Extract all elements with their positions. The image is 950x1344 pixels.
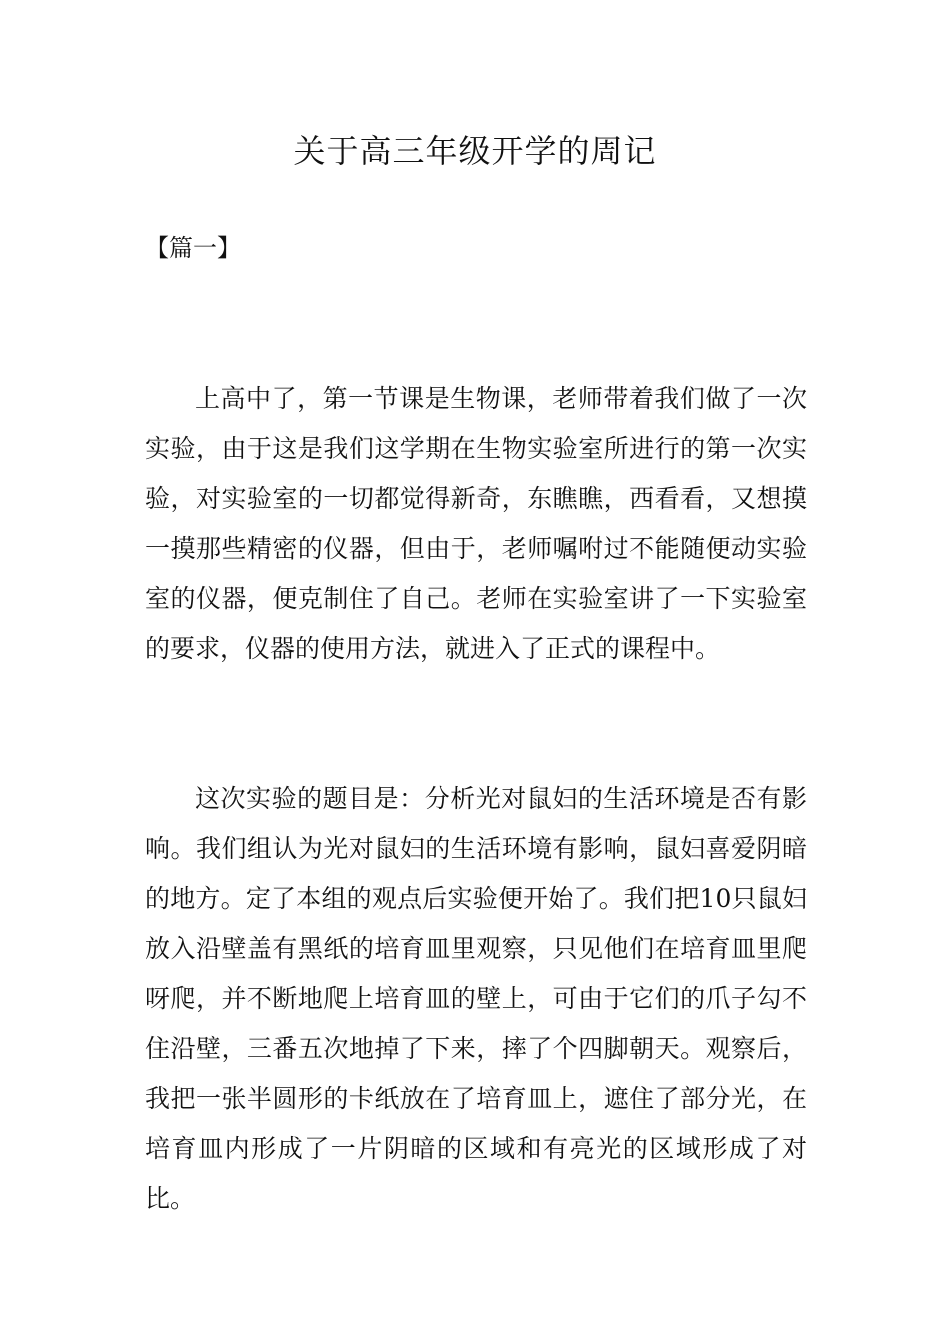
section-label: 【篇一】	[145, 234, 241, 262]
paragraph-1: 上高中了，第一节课是生物课，老师带着我们做了一次实验，由于这是我们这学期在生物实验室所进行的第一次实验，对实验室的一切都觉得新奇，东瞧瞧，西看看，又想摸一摸那些精密的仪器，但由于，老师嘱咐过不能随便动实验室的仪器，便克制住了自己。老师在实验室讲了一下实验室的要求，仪器的使用方法，就进入了正式的课程中。	[145, 384, 807, 663]
paragraph-2: 这次实验的题目是：分析光对鼠妇的生活环境是否有影响。我们组认为光对鼠妇的生活环境有影响，鼠妇喜爱阴暗的地方。定了本组的观点后实验便开始了。我们把10只鼠妇放入沿壁盖有黑纸的培育皿里观察，只见他们在培育皿里爬呀爬，并不断地爬上培育皿的壁上，可由于它们的爪子勾不住沿壁，三番五次地掉了下来，摔了个四脚朝天。观察后，我把一张半圆形的卡纸放在了培育皿上，遮住了部分光，在培育皿内形成了一片阴暗的区域和有亮光的区域形成了对比。	[145, 784, 807, 1213]
document-title: 关于高三年级开学的周记	[293, 132, 657, 170]
